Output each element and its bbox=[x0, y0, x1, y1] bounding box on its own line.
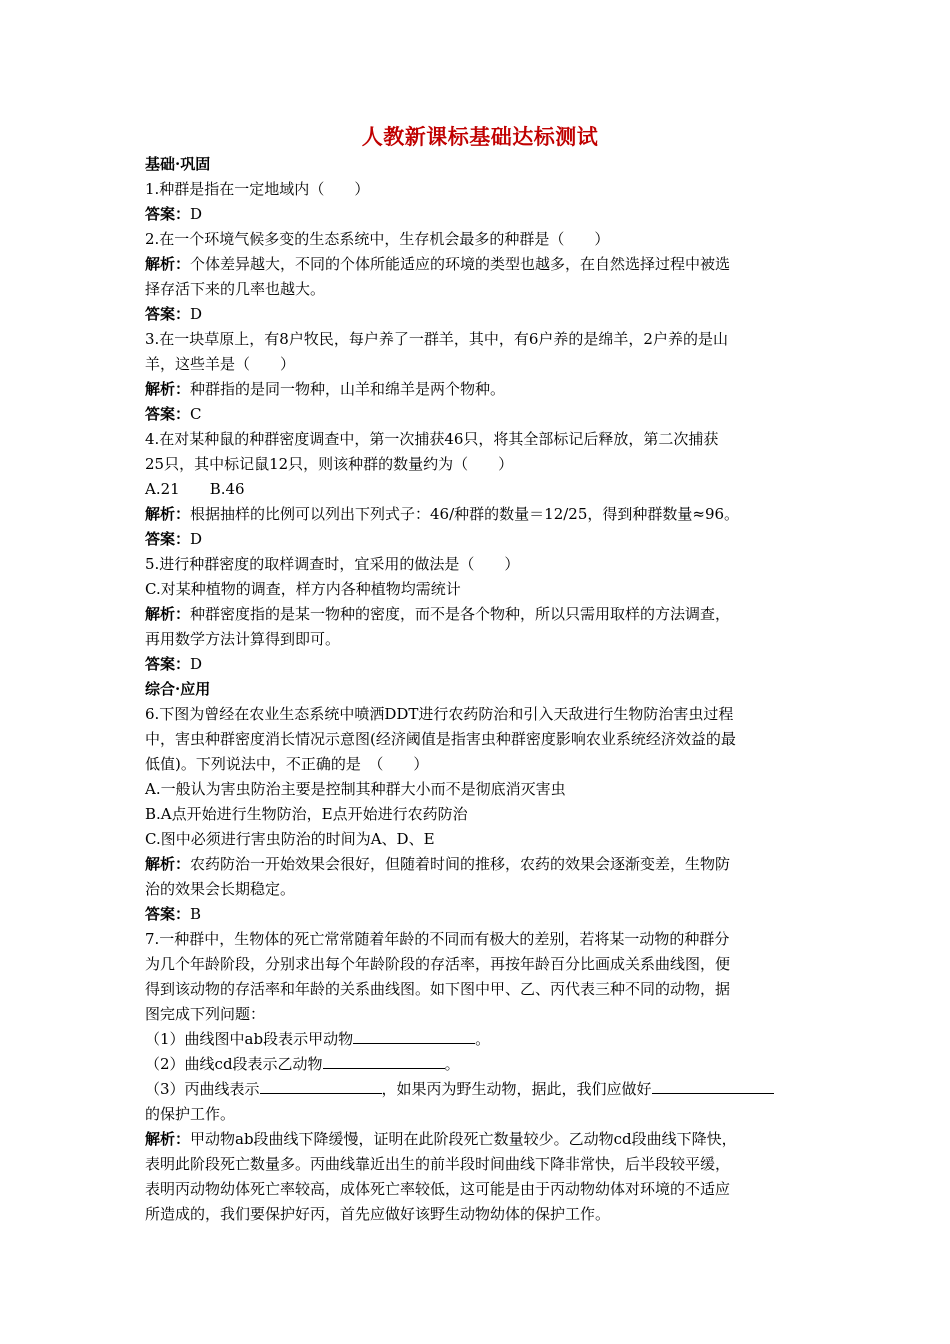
q7-analysis-cont: 所造成的，我们要保护好丙，首先应做好该野生动物幼体的保护工作。 bbox=[145, 1205, 611, 1223]
q3-stem-cont: 羊，这些羊是（ ） bbox=[145, 355, 296, 373]
answer-blank[interactable] bbox=[260, 1077, 382, 1094]
q5-stem: 5.进行种群密度的取样调查时，宜采用的做法是（ ） bbox=[145, 555, 520, 573]
q2-analysis-cont: 择存活下来的几率也越大。 bbox=[145, 280, 326, 298]
analysis-label: 解析： bbox=[145, 505, 191, 523]
q6-answer bbox=[145, 902, 815, 927]
q7-sub-question-3-cont: 的保护工作。 bbox=[145, 1105, 236, 1123]
q2-stem: 2.在一个环境气候多变的生态系统中，生存机会最多的种群是（ ） bbox=[145, 230, 610, 248]
q6-stem-cont: 中，害虫种群密度消长情况示意图(经济阈值是指害虫种群密度影响农业系统经济效益的最 bbox=[145, 730, 736, 748]
analysis-label: 解析： bbox=[145, 380, 191, 398]
sub-question-text: （2）曲线cd段表示乙动物 bbox=[145, 1055, 323, 1073]
q6-analysis-cont: 治的效果会长期稳定。 bbox=[145, 880, 296, 898]
q5-answer bbox=[145, 652, 815, 677]
q7-analysis-cont: 表明此阶段死亡数量多。丙曲线靠近出生的前半段时间曲线下降非常快，后半段较平缓， bbox=[145, 1155, 731, 1173]
answer-value: D bbox=[190, 305, 203, 323]
q7-sub-question-1 bbox=[145, 1027, 815, 1052]
answer-value: D bbox=[190, 655, 203, 673]
q4-answer bbox=[145, 527, 815, 552]
q5-analysis bbox=[145, 602, 815, 627]
analysis-text: 甲动物ab段曲线下降缓慢，证明在此阶段死亡数量较少。乙动物cd段曲线下降快， bbox=[190, 1130, 737, 1148]
answer-label: 答案： bbox=[145, 530, 191, 548]
q2-answer bbox=[145, 302, 815, 327]
sub-question-text: （3）丙曲线表示 bbox=[145, 1080, 260, 1098]
answer-label: 答案： bbox=[145, 405, 191, 423]
answer-value: C bbox=[190, 405, 202, 423]
sub-question-text: ，如果丙为野生动物，据此，我们应做好 bbox=[381, 1080, 652, 1098]
q7-stem-cont: 为几个年龄阶段，分别求出每个年龄阶段的存活率，再按年龄百分比画成关系曲线图，便 bbox=[145, 955, 731, 973]
sub-question-end: 。 bbox=[444, 1055, 460, 1073]
q2-analysis bbox=[145, 252, 815, 277]
analysis-label: 解析： bbox=[145, 855, 191, 873]
answer-value: B bbox=[190, 905, 202, 923]
answer-value: D bbox=[190, 205, 203, 223]
section-heading-applied: 综合·应用 bbox=[145, 680, 211, 698]
q4-stem: 4.在对某种鼠的种群密度调查中，第一次捕获46只，将其全部标记后释放，第二次捕获 bbox=[145, 430, 719, 448]
q3-answer bbox=[145, 402, 815, 427]
analysis-label: 解析： bbox=[145, 605, 191, 623]
q3-stem: 3.在一块草原上，有8户牧民，每户养了一群羊，其中，有6户养的是绵羊，2户养的是山 bbox=[145, 330, 728, 348]
analysis-label: 解析： bbox=[145, 1130, 191, 1148]
q6-analysis bbox=[145, 852, 815, 877]
q6-option-a: A.一般认为害虫防治主要是控制其种群大小而不是彻底消灭害虫 bbox=[145, 780, 566, 798]
q7-stem-cont: 得到该动物的存活率和年龄的关系曲线图。如下图中甲、乙、丙代表三种不同的动物，据 bbox=[145, 980, 731, 998]
answer-value: D bbox=[190, 530, 203, 548]
q1-answer bbox=[145, 202, 815, 227]
answer-label: 答案： bbox=[145, 205, 191, 223]
analysis-label: 解析： bbox=[145, 255, 191, 273]
document-page bbox=[145, 122, 815, 1227]
q4-options: A.21 B.46 bbox=[145, 480, 245, 498]
q7-sub-question-2 bbox=[145, 1052, 815, 1077]
answer-label: 答案： bbox=[145, 305, 191, 323]
analysis-text: 农药防治一开始效果会很好，但随着时间的推移，农药的效果会逐渐变差，生物防 bbox=[190, 855, 731, 873]
q6-option-c: C.图中必须进行害虫防治的时间为A、D、E bbox=[145, 830, 435, 848]
sub-question-end: 。 bbox=[475, 1030, 491, 1048]
q7-analysis bbox=[145, 1127, 815, 1152]
section-heading-basic: 基础·巩固 bbox=[145, 155, 211, 173]
q7-sub-question-3 bbox=[145, 1077, 815, 1102]
q4-analysis bbox=[145, 502, 815, 527]
answer-label: 答案： bbox=[145, 655, 191, 673]
q7-analysis-cont: 表明丙动物幼体死亡率较高，成体死亡率较低，这可能是由于丙动物幼体对环境的不适应 bbox=[145, 1180, 731, 1198]
analysis-text: 根据抽样的比例可以列出下列式子：46/种群的数量＝12/25，得到种群数量≈96。 bbox=[190, 505, 740, 523]
q1-stem: 1.种群是指在一定地域内（ ） bbox=[145, 180, 370, 198]
q5-analysis-cont: 再用数学方法计算得到即可。 bbox=[145, 630, 341, 648]
q7-stem-cont: 图完成下列问题： bbox=[145, 1005, 266, 1023]
answer-blank[interactable] bbox=[652, 1077, 774, 1094]
analysis-text: 个体差异越大，不同的个体所能适应的环境的类型也越多，在自然选择过程中被选 bbox=[190, 255, 731, 273]
sub-question-text: （1）曲线图中ab段表示甲动物 bbox=[145, 1030, 354, 1048]
q7-stem: 7.一种群中，生物体的死亡常常随着年龄的不同而有极大的差别，若将某一动物的种群分 bbox=[145, 930, 730, 948]
q6-stem: 6.下图为曾经在农业生态系统中喷洒DDT进行农药防治和引入天敌进行生物防治害虫过程 bbox=[145, 705, 734, 723]
q5-option-c: C.对某种植物的调查，样方内各种植物均需统计 bbox=[145, 580, 461, 598]
q6-option-b: B.A点开始进行生物防治，E点开始进行农药防治 bbox=[145, 805, 468, 823]
analysis-text: 种群指的是同一物种，山羊和绵羊是两个物种。 bbox=[190, 380, 506, 398]
q4-stem-cont: 25只，其中标记鼠12只，则该种群的数量约为（ ） bbox=[145, 455, 514, 473]
q3-analysis bbox=[145, 377, 815, 402]
answer-blank[interactable] bbox=[353, 1027, 475, 1044]
q6-stem-cont: 低值)。下列说法中，不正确的是 （ ） bbox=[145, 755, 429, 773]
answer-blank[interactable] bbox=[323, 1052, 445, 1069]
page-title: 人教新课标基础达标测试 bbox=[361, 124, 599, 149]
answer-label: 答案： bbox=[145, 905, 191, 923]
analysis-text: 种群密度指的是某一物种的密度，而不是各个物种，所以只需用取样的方法调查， bbox=[190, 605, 731, 623]
